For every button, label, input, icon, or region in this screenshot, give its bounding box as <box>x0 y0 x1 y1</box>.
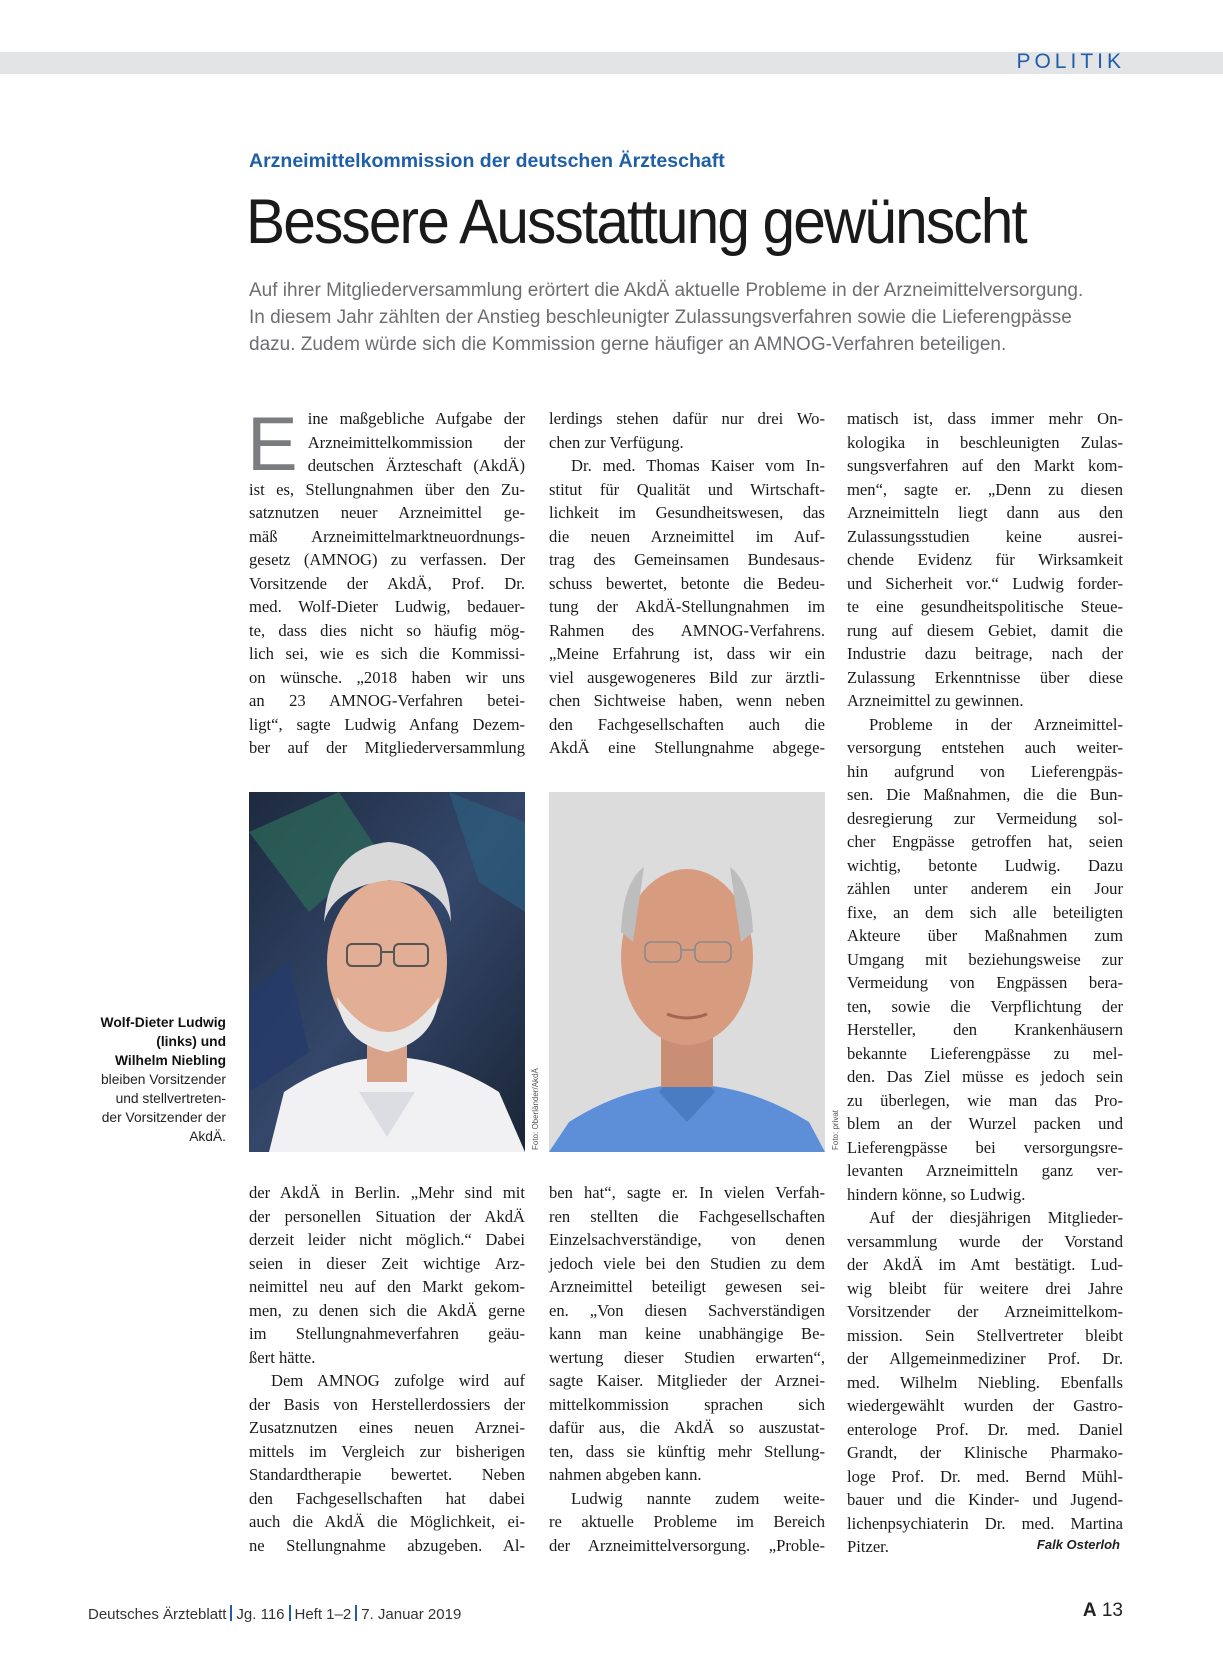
text-line: med. Wilhelm Niebling. Ebenfalls <box>847 1372 1123 1392</box>
page-footer <box>88 1605 461 1623</box>
text-line: ist es, Stellungnahmen über den Zu- <box>249 479 525 499</box>
text-line: neimittel neu auf den Markt gekom- <box>249 1277 525 1296</box>
footer-separator <box>230 1605 232 1621</box>
text-line: viel ausgewogeneres Bild zur ärztli- <box>549 667 825 687</box>
text-line: Auf der diesjährigen Mitglieder- <box>869 1208 1123 1227</box>
text-line: lerdings stehen dafür nur drei Wo- <box>549 409 825 428</box>
text-line: Zulassungsstudien keine ausrei- <box>847 526 1123 546</box>
text-line: der Arzneimittelversorgung. „Proble- <box>549 1535 825 1555</box>
text-line: AkdÄ eine Stellungnahme abgege- <box>549 738 825 757</box>
text-line: Arzneimittelkommission der <box>307 432 525 452</box>
text-line: blem an der Wurzel packen und <box>847 1114 1123 1133</box>
text-line: Pitzer. <box>847 1537 889 1556</box>
caption-line: Wilhelm Niebling <box>114 1053 226 1068</box>
text-line: Arzneimittel zu gewinnen. <box>847 691 1024 710</box>
text-line: mittelkommission sprachen sich <box>549 1394 825 1414</box>
photo-caption <box>60 1013 226 1146</box>
text-line: Probleme in der Arzneimittel- <box>869 714 1123 734</box>
text-line: versammlung wurde der Vorstand <box>847 1231 1123 1251</box>
text-line: fixe, an dem sich alle beteiligten <box>847 902 1123 922</box>
text-line: te eine gesundheitspolitische Steue- <box>847 597 1123 616</box>
text-line: Vorsitzende der AkdÄ, Prof. Dr. <box>249 573 525 593</box>
text-line: en. „Von diesen Sachverständigen <box>549 1300 825 1320</box>
text-line: wiedergewählt wurden der Gastro- <box>847 1396 1123 1415</box>
text-line: desregierung zur Vermeidung sol- <box>847 808 1123 828</box>
text-line: ber auf der Mitgliederversammlung <box>249 738 525 757</box>
text-line: bekannte Lieferengpässe zu mel- <box>847 1043 1123 1063</box>
text-line: men“, sagte er. „Denn zu diesen <box>847 479 1123 499</box>
caption-line: Wolf-Dieter Ludwig <box>100 1015 226 1030</box>
page-number-value: 13 <box>1101 1600 1123 1621</box>
text-line: chen Sichtweise haben, wenn neben <box>549 691 825 710</box>
journal-issue: Heft 1–2 <box>294 1606 352 1623</box>
text-line: wig bleibt für weitere drei Jahre <box>847 1278 1123 1298</box>
caption-line: AkdÄ. <box>189 1129 226 1144</box>
text-line: den Fachgesellschaften hat dabei <box>249 1488 525 1508</box>
text-line: dafür aus, die AkdÄ so auszustat- <box>549 1418 825 1437</box>
portrait-ludwig-image <box>249 792 525 1152</box>
text-line: sen. Die Maßnahmen, die die Bun- <box>847 785 1123 804</box>
journal-volume: Jg. 116 <box>236 1606 285 1623</box>
text-line: sungsverfahren auf den Markt kom- <box>847 456 1123 475</box>
text-line: an 23 AMNOG-Verfahren betei- <box>249 691 525 710</box>
text-line: Zulassung Erkenntnisse über diese <box>847 667 1123 687</box>
text-line: die neuen Arzneimittel im Auf- <box>549 526 825 546</box>
text-line: der Allgemeinmediziner Prof. Dr. <box>847 1349 1123 1368</box>
lead-line: In diesem Jahr zählten der Anstieg beschleunigter Zulassungsverfahren sowie die Lieferengpässe <box>249 307 1072 328</box>
article-kicker: Arzneimittelkommission der deutschen Ärzteschaft <box>249 150 725 172</box>
text-line: der personellen Situation der AkdÄ <box>249 1206 525 1226</box>
text-line: trag des Gemeinsamen Bundesaus- <box>549 550 825 569</box>
text-line: loge Prof. Dr. med. Bernd Mühl- <box>847 1466 1123 1486</box>
text-line: kologika in beschleunigten Zulas- <box>847 432 1123 452</box>
text-line: zählen unter anderem ein Jour <box>847 879 1123 898</box>
page-number <box>1083 1600 1123 1622</box>
text-line: ne Stellungnahme abzugeben. Al- <box>249 1535 525 1555</box>
text-line: ßert hätte. <box>249 1347 316 1367</box>
text-line: Akteure über Maßnahmen zum <box>847 926 1123 945</box>
text-line: derzeit leider nicht möglich.“ Dabei <box>249 1230 525 1249</box>
text-line: on wünsche. „2018 haben wir uns <box>249 667 525 687</box>
text-line: mäß Arzneimittelmarktneuordnungs- <box>249 526 525 546</box>
text-line: mittels im Vergleich zur bisherigen <box>249 1441 525 1461</box>
column-1-top <box>247 402 525 760</box>
text-line: den. Das Ziel müsse es jedoch sein <box>847 1067 1123 1086</box>
text-line: Arzneimittel beteiligt gewesen sei- <box>549 1277 825 1296</box>
article-lead <box>249 277 1129 358</box>
text-line: hin aufgrund von Lieferengpäs- <box>847 761 1123 781</box>
text-line: gesetz (AMNOG) zu verfassen. Der <box>249 550 525 569</box>
text-line: kann man keine unabhängige Be- <box>549 1324 825 1343</box>
text-line: und Sicherheit vor.“ Ludwig forder- <box>847 573 1123 593</box>
photo-credit-left: Foto: Oberländer/AkdÄ <box>531 1068 540 1150</box>
text-line: wichtig, betonte Ludwig. Dazu <box>847 855 1123 875</box>
text-line: Grandt, der Klinische Pharmako- <box>847 1443 1123 1462</box>
text-line: med. Wolf-Dieter Ludwig, bedauer- <box>249 597 525 616</box>
text-line: versorgung entstehen auch weiter- <box>847 738 1123 757</box>
text-line: den Fachgesellschaften auch die <box>549 714 825 734</box>
text-line: rung auf diesem Gebiet, damit die <box>847 620 1123 640</box>
text-line: der AkdÄ im Amt bestätigt. Lud- <box>847 1255 1123 1274</box>
text-line: chende Evidenz für Wirksamkeit <box>847 550 1123 569</box>
text-line: ten, dass sie künftig mehr Stellung- <box>549 1441 825 1461</box>
text-line: nahmen abgeben kann. <box>549 1465 702 1484</box>
text-line: jedoch viele bei den Studien zu dem <box>549 1253 825 1273</box>
text-line: cher Engpässe getroffen hat, seien <box>847 832 1123 851</box>
text-line: wertung dieser Studien erwarten“, <box>549 1347 825 1367</box>
text-line: lichkeit im Gesundheitswesen, das <box>549 503 825 522</box>
text-line: levanten Arzneimitteln ganz ver- <box>847 1161 1123 1180</box>
text-line: Dr. med. Thomas Kaiser vom In- <box>571 456 825 475</box>
column-2-top <box>549 407 825 760</box>
column-2-bottom <box>549 1181 825 1557</box>
text-line: lich sei, wie es sich die Kommissi- <box>249 644 525 663</box>
text-line: schuss bewertet, betonte die Bedeu- <box>549 573 825 593</box>
text-line: ben hat“, sagte er. In vielen Verfah- <box>549 1183 825 1202</box>
text-line: te, dass dies nicht so häufig mög- <box>249 620 525 640</box>
text-line: men, zu denen sich die AkdÄ gerne <box>249 1300 525 1320</box>
text-line: Dem AMNOG zufolge wird auf <box>271 1371 525 1390</box>
text-line: Vermeidung von Engpässen bera- <box>847 973 1123 992</box>
text-line: Lieferengpässe bei versorgungsre- <box>847 1137 1123 1157</box>
journal-name: Deutsches Ärzteblatt <box>88 1606 227 1623</box>
text-line: deutschen Ärzteschaft (AkdÄ) <box>307 456 525 475</box>
text-line: ren stellten die Fachgesellschaften <box>549 1206 825 1226</box>
footer-separator <box>289 1605 291 1621</box>
text-line: im Stellungnahmeverfahren geäu- <box>249 1324 525 1343</box>
text-line: Standardtherapie bewertet. Neben <box>249 1465 525 1484</box>
text-line: satznutzen neuer Arzneimittel ge- <box>249 503 525 522</box>
text-line: lichenpsychiaterin Dr. med. Martina <box>847 1513 1123 1533</box>
portrait-niebling-image <box>549 792 825 1152</box>
drop-cap: E <box>247 402 298 487</box>
text-line: der AkdÄ in Berlin. „Mehr sind mit <box>249 1183 525 1202</box>
text-line: Ludwig nannte zudem weite- <box>571 1488 825 1508</box>
article-headline: Bessere Ausstattung gewünscht <box>246 187 1026 257</box>
photo-credit-right: Foto: privat <box>831 1109 840 1150</box>
journal-date: 7. Januar 2019 <box>361 1606 462 1623</box>
text-line: auch die AkdÄ die Möglichkeit, ei- <box>249 1512 525 1531</box>
section-label: POLITIK <box>1016 50 1125 73</box>
text-line: ine maßgebliche Aufgabe der <box>307 409 525 428</box>
text-line: hindern könne, so Ludwig. <box>847 1184 1026 1204</box>
footer-separator <box>355 1605 357 1621</box>
caption-line: bleiben Vorsitzender <box>100 1072 226 1087</box>
lead-line: dazu. Zudem würde sich die Kommission gerne häufiger an AMNOG-Verfahren beteiligen. <box>249 334 1007 355</box>
column-3 <box>847 407 1123 1559</box>
text-line: Hersteller, den Krankenhäusern <box>847 1020 1123 1039</box>
lead-line: Auf ihrer Mitgliederversammlung erörtert die AkdÄ aktuelle Probleme in der Arzneimittelversorgung. <box>249 280 1084 301</box>
text-line: Einzelsachverständige, von denen <box>549 1230 825 1249</box>
text-line: „Meine Erfahrung ist, dass wir ein <box>549 644 825 663</box>
text-line: ligt“, sagte Ludwig Anfang Dezem- <box>249 714 525 734</box>
text-line: Arzneimitteln liegt dann aus den <box>847 503 1123 522</box>
text-line: mission. Sein Stellvertreter bleibt <box>847 1325 1123 1345</box>
text-line: seien in dieser Zeit wichtige Arz- <box>249 1253 525 1273</box>
text-line: chen zur Verfügung. <box>549 432 684 452</box>
text-line: Zusatznutzen eines neuen Arznei- <box>249 1418 525 1437</box>
text-line: sagte Kaiser. Mitglieder der Arznei- <box>549 1371 825 1390</box>
caption-line: und stellvertreten- <box>115 1091 226 1106</box>
text-line: bauer und die Kinder- und Jugend- <box>847 1490 1123 1509</box>
text-line: Vorsitzender der Arzneimittelkom- <box>847 1302 1123 1321</box>
text-line: Umgang mit beziehungsweise zur <box>847 949 1123 969</box>
text-line: der Basis von Herstellerdossiers der <box>249 1394 525 1414</box>
text-line: zu überlegen, wie man das Pro- <box>847 1090 1123 1110</box>
photo-ludwig <box>249 792 525 1152</box>
caption-line: der Vorsitzender der <box>101 1110 226 1125</box>
text-line: enterologe Prof. Dr. med. Daniel <box>847 1419 1123 1439</box>
text-line: ten, sowie die Verpflichtung der <box>847 996 1123 1016</box>
photo-niebling <box>549 792 825 1152</box>
text-line: Rahmen des AMNOG-Verfahrens. <box>549 620 825 640</box>
text-line: stitut für Qualität und Wirtschaft- <box>549 479 825 499</box>
caption-line: (links) und <box>156 1034 226 1049</box>
page-prefix: A <box>1082 1600 1097 1621</box>
column-1-bottom <box>249 1181 525 1557</box>
text-line: Industrie dazu beitrage, nach der <box>847 644 1123 663</box>
text-line: matisch ist, dass immer mehr On- <box>847 409 1123 428</box>
text-line: tung der AkdÄ-Stellungnahmen im <box>549 597 825 616</box>
text-line: re aktuelle Probleme im Bereich <box>549 1512 825 1531</box>
article-author: Falk Osterloh <box>1036 1537 1120 1552</box>
